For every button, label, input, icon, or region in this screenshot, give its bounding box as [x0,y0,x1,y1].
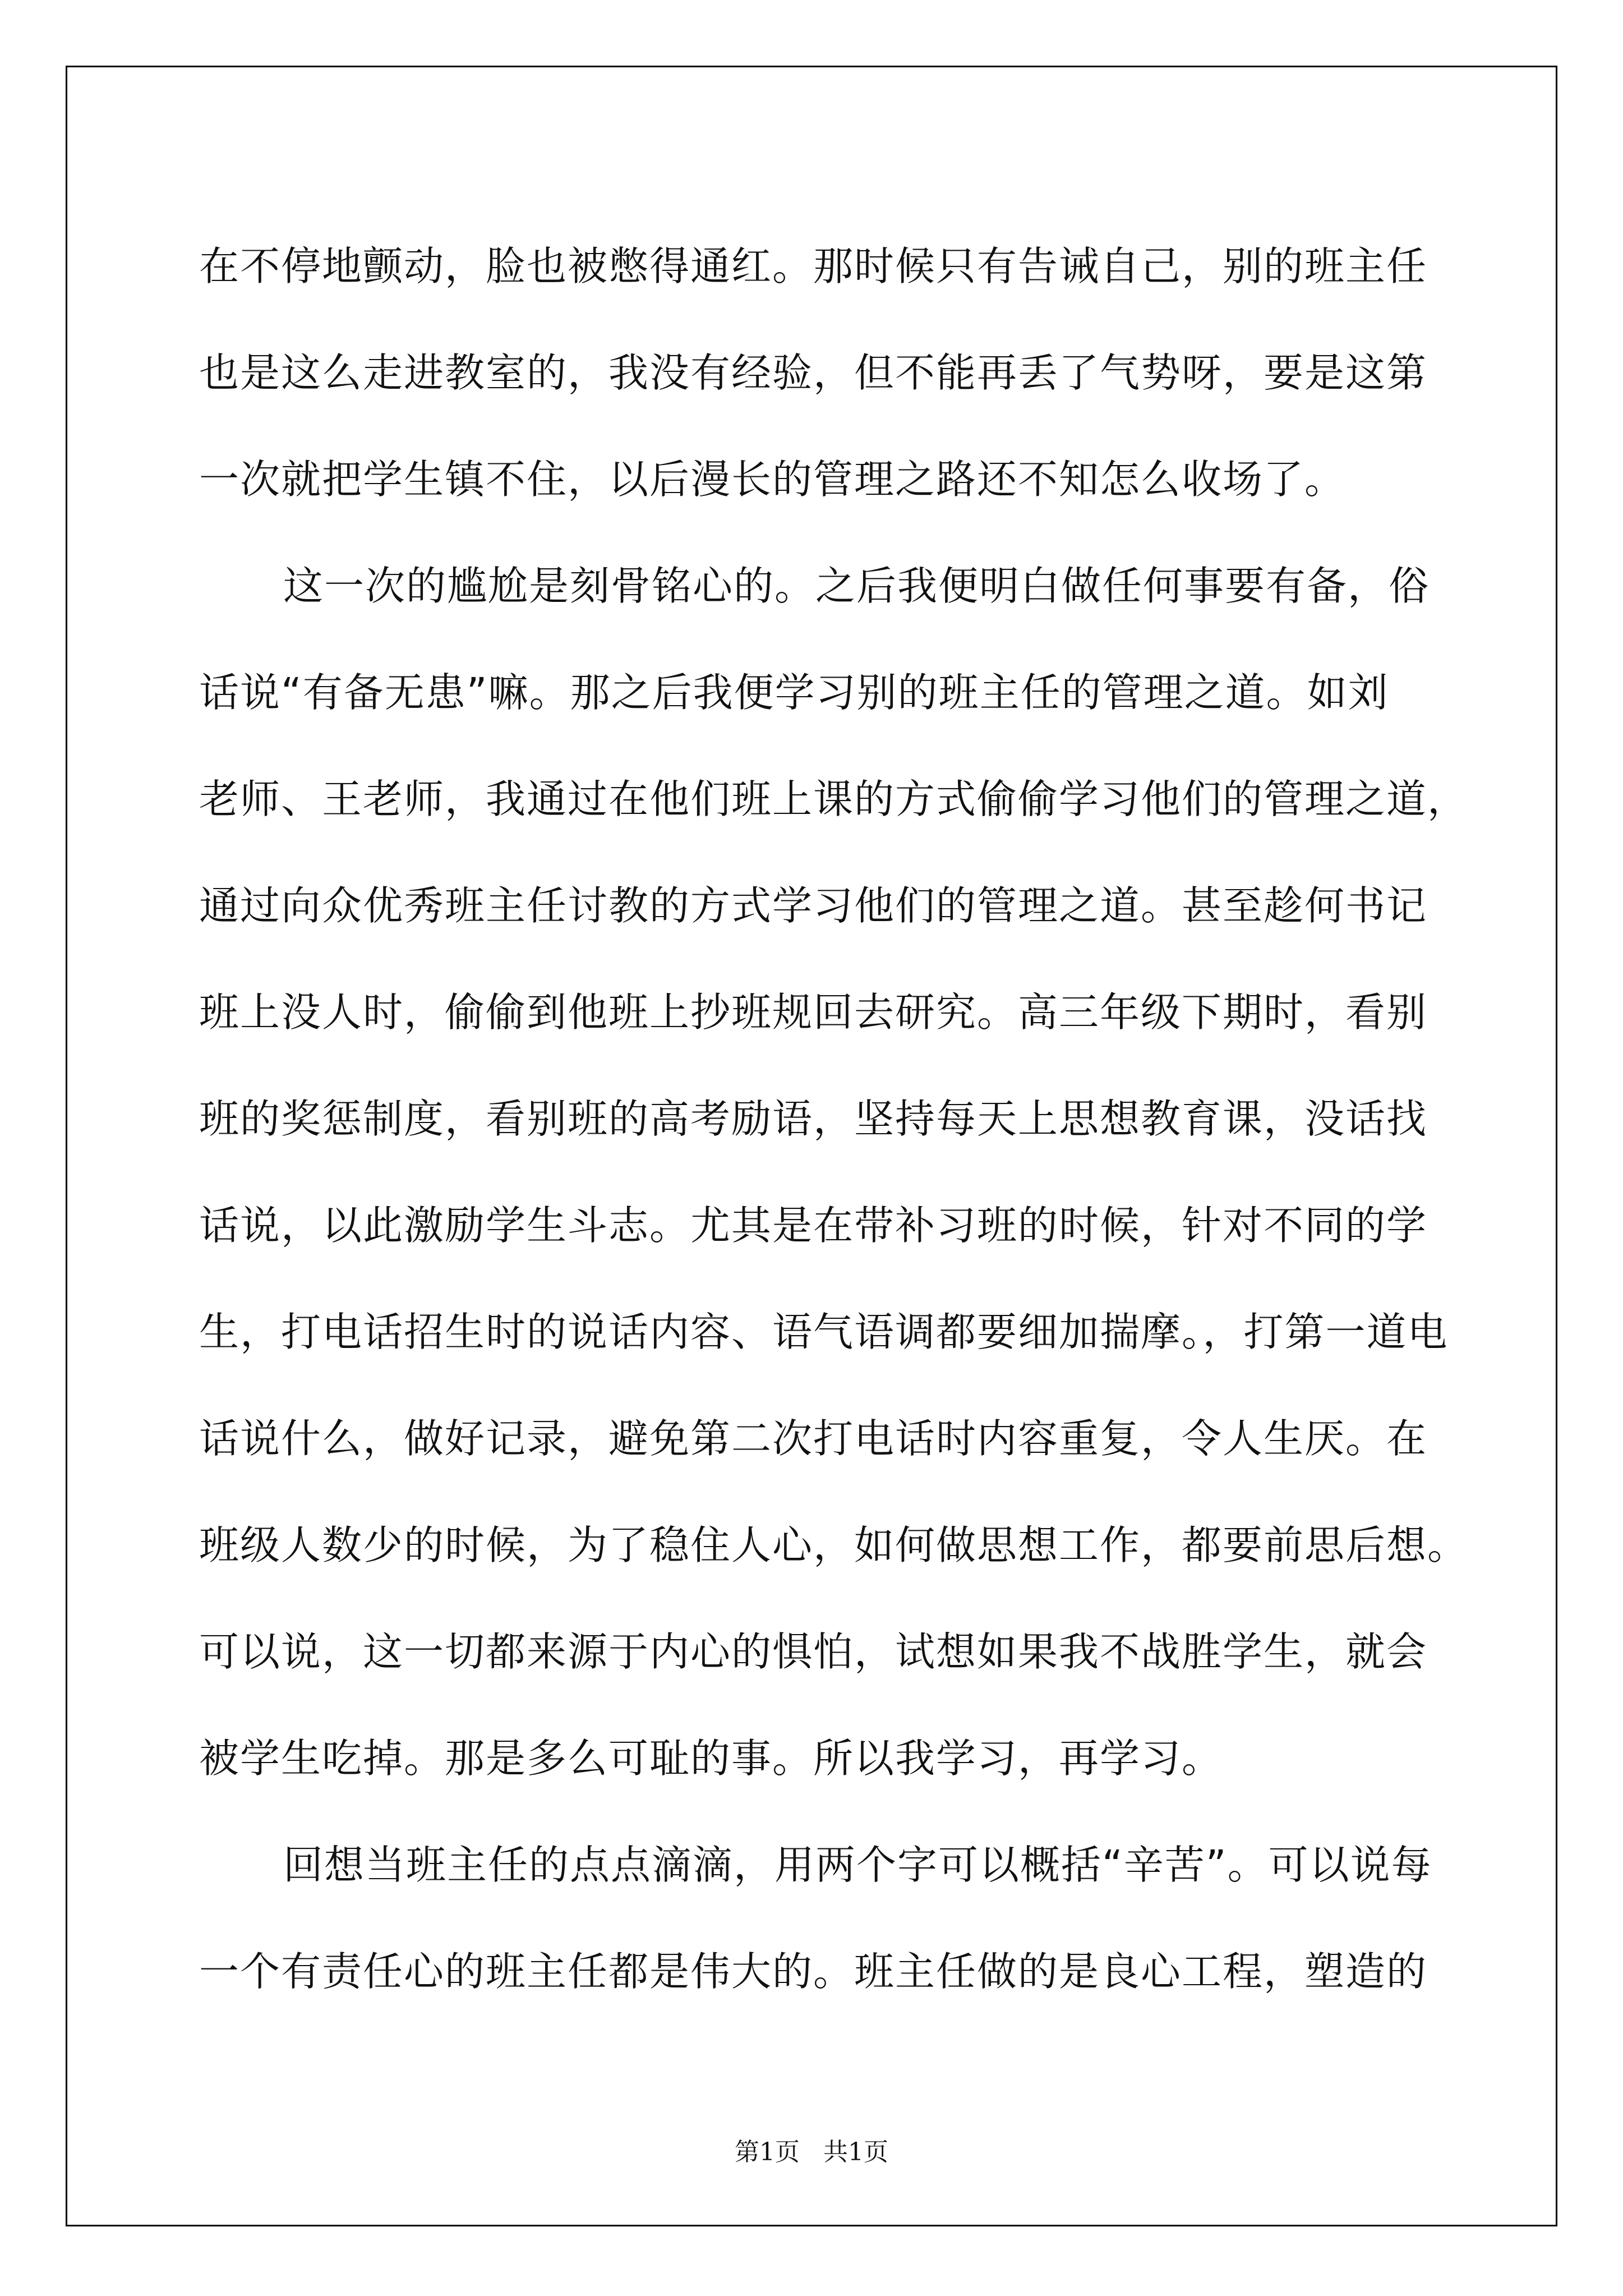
text-line: 老师、王老师，我通过在他们班上课的方式偷偷学习他们的管理之道， [199,776,1469,822]
text-line: 班上没人时，偷偷到他班上抄班规回去研究。高三年级下期时，看别 [199,989,1428,1036]
document-body [199,213,1489,2025]
text-line: 可以说，这一切都来源于内心的惧怕，试想如果我不战胜学生，就会 [199,1628,1428,1675]
text-line: 话说，以此激励学生斗志。尤其是在带补习班的时候，针对不同的学 [199,1202,1428,1249]
text-line: 班的奖惩制度，看别班的高考励语，坚持每天上思想教育课，没话找 [199,1096,1428,1142]
text-line: 一次就把学生镇不住，以后漫长的管理之路还不知怎么收场了。 [199,456,1346,503]
text-line: 一个有责任心的班主任都是伟大的。班主任做的是良心工程，塑造的 [199,1948,1428,1995]
text-line: 也是这么走进教室的，我没有经验，但不能再丢了气势呀，要是这第 [199,349,1428,396]
text-line: 班级人数少的时候，为了稳住人心，如何做思想工作，都要前思后想。 [199,1522,1469,1568]
page-footer [0,2132,1623,2168]
text-line: 通过向众优秀班主任讨教的方式学习他们的管理之道。甚至趁何书记 [199,882,1428,929]
text-line: 话说什么，做好记录，避免第二次打电话时内容重复，令人生厌。在 [199,1415,1428,1462]
text-line: 在不停地颤动，脸也被憋得通红。那时候只有告诫自己，别的班主任 [199,243,1428,289]
text-line: 被学生吃掉。那是多么可耻的事。所以我学习，再学习。 [199,1735,1223,1782]
page-number-total: 共1页 [823,2138,888,2166]
text-line: 生，打电话招生时的说话内容、语气语调都要细加揣摩。，打第一道电 [199,1309,1449,1355]
text-line-paragraph-start: 这一次的尴尬是刻骨铭心的。之后我便明白做任何事要有备，俗 [283,563,1430,609]
text-line: 话说“有备无患”嘛。那之后我便学习别的班主任的管理之道。如刘 [199,669,1389,716]
page-number-current: 第1页 [735,2138,800,2166]
text-line-paragraph-start: 回想当班主任的点点滴滴，用两个字可以概括“辛苦”。可以说每 [283,1842,1432,1888]
footer-spacer [800,2138,823,2166]
